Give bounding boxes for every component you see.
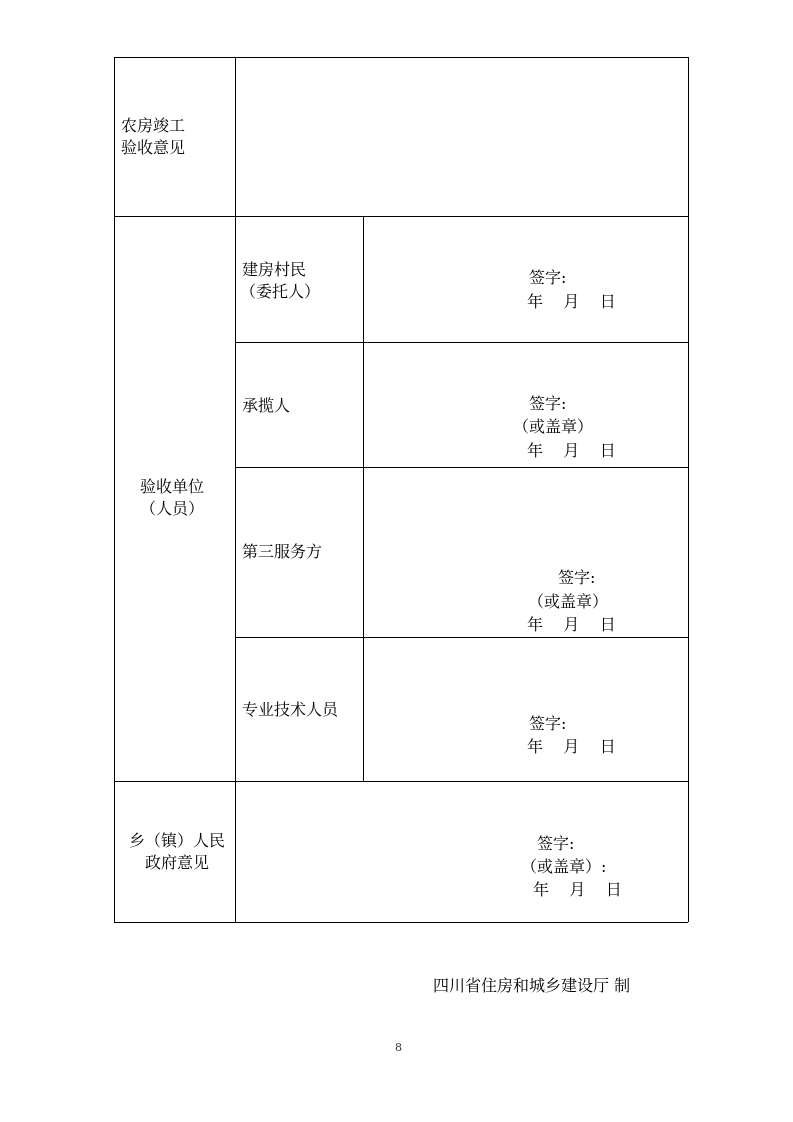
contractor-signature-field[interactable] — [365, 344, 686, 465]
technician-date-label: 年 月 日 — [527, 737, 616, 756]
table-row-divider — [235, 342, 688, 343]
villager-sign-label: 签字: — [529, 268, 567, 287]
table-row-divider — [235, 637, 688, 638]
township-sign-label: 签字: — [537, 834, 575, 853]
villager-signature-field[interactable] — [365, 218, 686, 340]
technician-signature-field[interactable] — [365, 639, 686, 779]
technician-label: 专业技术人员 — [242, 700, 339, 719]
table-row-divider — [114, 781, 688, 782]
contractor-date-label: 年 月 日 — [527, 441, 616, 460]
page-number: 8 — [395, 1041, 402, 1054]
contractor-sign-label: 签字: — [529, 394, 567, 413]
third-party-date-label: 年 月 日 — [527, 615, 616, 634]
table-row-divider — [114, 216, 688, 217]
township-date-label: 年 月 日 — [533, 880, 622, 899]
villager-date-label: 年 月 日 — [527, 292, 616, 311]
table-border-bottom — [114, 922, 688, 923]
villager-label: 建房村民 （委托人） — [240, 260, 321, 301]
technician-sign-label: 签字: — [529, 714, 567, 733]
third-party-sign-label: 签字: — [558, 568, 596, 587]
completion-label: 农房竣工 验收意见 — [121, 116, 186, 157]
issuer-footer: 四川省住房和城乡建设厅 制 — [433, 976, 631, 995]
township-label: 乡（镇）人民 政府意见 — [128, 831, 225, 872]
contractor-seal-label: （或盖章） — [513, 417, 594, 436]
table-row-divider — [235, 467, 688, 468]
table-column-divider — [363, 216, 364, 781]
acceptance-unit-label: 验收单位 （人员） — [139, 477, 204, 518]
table-column-divider — [235, 57, 236, 922]
third-party-signature-field[interactable] — [365, 469, 686, 635]
third-party-seal-label: （或盖章） — [528, 592, 609, 611]
table-border-left — [114, 57, 115, 922]
completion-opinion-field[interactable] — [237, 59, 686, 214]
table-border-right — [688, 57, 689, 922]
third-party-label: 第三服务方 — [242, 542, 323, 561]
contractor-label: 承揽人 — [242, 396, 291, 415]
table-border-top — [114, 57, 688, 58]
township-seal-label: （或盖章）: — [521, 857, 607, 876]
